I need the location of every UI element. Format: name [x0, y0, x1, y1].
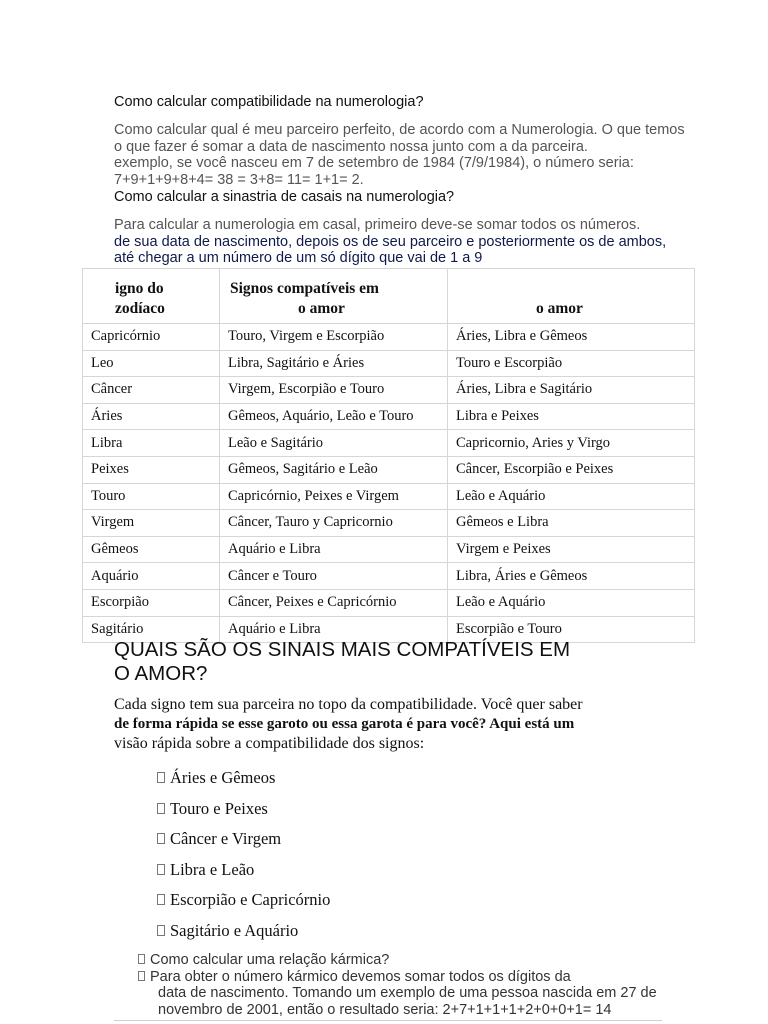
list-item — [157, 860, 330, 891]
text-line: novembro de 2001, então o resultado seria: 2+7+1+1+1+2+0+0+1= 14 — [158, 1001, 612, 1018]
cell-compatible-signs: Gêmeos, Aquário, Leão e Touro — [220, 403, 448, 430]
intro-paragraph — [114, 695, 583, 754]
cell-compatible-signs: Câncer, Tauro y Capricornio — [220, 510, 448, 537]
pair-label: Libra e Leão — [170, 859, 255, 879]
text-line: de sua data de nascimento, depois os de seu parceiro e posteriormente os de ambos, — [114, 233, 667, 250]
cell-love: Escorpião e Touro — [448, 616, 695, 643]
pair-label: Touro e Peixes — [170, 798, 268, 818]
header-line: zodíaco — [115, 300, 165, 317]
title-line: O AMOR? — [114, 662, 208, 685]
text-line: visão rápida sobre a compatibilidade dos signos: — [114, 735, 425, 752]
cell-love: Áries, Libra e Sagitário — [448, 377, 695, 404]
paragraph-couple-numerology — [114, 217, 666, 267]
cell-love: Leão e Aquário — [448, 483, 695, 510]
heading-compatibility: Como calcular compatibilidade na numerologia? — [114, 94, 424, 110]
list-item — [157, 829, 330, 860]
cell-sign: Aquário — [83, 563, 220, 590]
cell-compatible-signs: Aquário e Libra — [220, 616, 448, 643]
karmic-section — [138, 952, 657, 1018]
table-row — [83, 430, 695, 457]
cell-love: Capricornio, Aries y Virgo — [448, 430, 695, 457]
cell-sign: Sagitário — [83, 616, 220, 643]
cell-compatible-signs: Leão e Sagitário — [220, 430, 448, 457]
table-body — [83, 324, 695, 643]
bottom-divider — [114, 1020, 662, 1021]
table-row — [83, 350, 695, 377]
text-line: Para obter o número kármico devemos somar todos os dígitos da — [150, 968, 571, 985]
compatibility-table — [82, 268, 695, 643]
text-line: Para calcular a numerologia em casal, primeiro deve-se somar todos os números. — [114, 217, 641, 233]
text-line: Como calcular uma relação kármica? — [150, 952, 390, 968]
cell-love: Libra, Áries e Gêmeos — [448, 563, 695, 590]
header-compatible-signs — [220, 269, 448, 324]
pair-label: Escorpião e Capricórnio — [170, 890, 331, 909]
cell-sign: Gêmeos — [83, 536, 220, 563]
table-row — [83, 403, 695, 430]
header-line: igno do — [115, 280, 164, 297]
title-line: QUAIS SÃO OS SINAIS MAIS COMPATÍVEIS EM — [114, 638, 571, 661]
pair-label: Câncer e Virgem — [170, 829, 282, 848]
cell-love: Libra e Peixes — [448, 403, 695, 430]
bullet-box-icon — [157, 864, 165, 875]
text-line: data de nascimento. Tomando um exemplo de uma pessoa nascida em 27 de — [158, 985, 657, 1001]
cell-sign: Virgem — [83, 510, 220, 537]
table-row — [83, 510, 695, 537]
bullet-box-icon — [157, 925, 165, 936]
cell-compatible-signs: Gêmeos, Sagitário e Leão — [220, 456, 448, 483]
cell-compatible-signs: Libra, Sagitário e Áries — [220, 350, 448, 377]
table-row — [83, 377, 695, 404]
cell-love: Gêmeos e Libra — [448, 510, 695, 537]
table-row — [83, 456, 695, 483]
text-line: até chegar a um número de um só dígito que vai de 1 a 9 — [114, 250, 483, 266]
cell-love: Leão e Aquário — [448, 589, 695, 616]
cell-compatible-signs: Virgem, Escorpião e Touro — [220, 377, 448, 404]
list-item — [157, 768, 330, 799]
cell-compatible-signs: Capricórnio, Peixes e Virgem — [220, 483, 448, 510]
table-row — [83, 536, 695, 563]
text-line: 7+9+1+9+8+4= 38 = 3+8= 11= 1+1= 2. — [114, 171, 364, 188]
cell-compatible-signs: Câncer e Touro — [220, 563, 448, 590]
bullet-box-icon — [157, 772, 165, 783]
text-line: Como calcular qual é meu parceiro perfeito, de acordo com a Numerologia. O que temos — [114, 122, 685, 138]
cell-sign: Libra — [83, 430, 220, 457]
karmic-explanation — [138, 969, 657, 986]
table-row — [83, 324, 695, 351]
section-title — [114, 638, 570, 686]
table-row — [83, 483, 695, 510]
cell-compatible-signs: Touro, Virgem e Escorpião — [220, 324, 448, 351]
heading-synastry: Como calcular a sinastria de casais na numerologia? — [114, 189, 455, 205]
karmic-question — [138, 952, 657, 969]
text-line: exemplo, se você nasceu em 7 de setembro de 1984 (7/9/1984), o número seria: — [114, 155, 634, 171]
table-header-row — [83, 269, 695, 324]
text-line: Cada signo tem sua parceira no topo da compatibilidade. Você quer saber — [114, 696, 583, 713]
table-row — [83, 589, 695, 616]
cell-love: Touro e Escorpião — [448, 350, 695, 377]
list-item — [157, 799, 330, 830]
header-line: Signos compatíveis em — [230, 280, 379, 297]
paragraph-perfect-partner — [114, 122, 685, 188]
bullet-box-icon — [157, 894, 165, 905]
pair-label: Sagitário e Aquário — [170, 920, 299, 940]
bullet-box-icon — [138, 971, 145, 981]
text-line: de forma rápida se esse garoto ou essa garota é para você? Aqui está um — [114, 715, 575, 732]
bullet-box-icon — [157, 833, 165, 844]
cell-love: Virgem e Peixes — [448, 536, 695, 563]
cell-sign: Leo — [83, 350, 220, 377]
cell-love: Áries, Libra e Gêmeos — [448, 324, 695, 351]
text-line: o que fazer é somar a data de nascimento nossa junto com a da parceira. — [114, 138, 588, 155]
cell-sign: Escorpião — [83, 589, 220, 616]
cell-compatible-signs: Câncer, Peixes e Capricórnio — [220, 589, 448, 616]
cell-sign: Peixes — [83, 456, 220, 483]
cell-compatible-signs: Aquário e Libra — [220, 536, 448, 563]
header-line: o amor — [298, 300, 345, 317]
cell-love: Câncer, Escorpião e Peixes — [448, 456, 695, 483]
list-item — [157, 921, 330, 952]
bullet-box-icon — [157, 803, 165, 814]
pair-label: Áries e Gêmeos — [170, 768, 276, 787]
cell-sign: Áries — [83, 403, 220, 430]
cell-sign: Capricórnio — [83, 324, 220, 351]
cell-sign: Touro — [83, 483, 220, 510]
compatible-pairs-list — [157, 768, 330, 951]
bullet-box-icon — [138, 954, 145, 964]
table-row — [83, 563, 695, 590]
header-love: o amor — [448, 269, 695, 324]
cell-sign: Câncer — [83, 377, 220, 404]
list-item — [157, 890, 330, 921]
header-zodiac-sign — [83, 269, 220, 324]
